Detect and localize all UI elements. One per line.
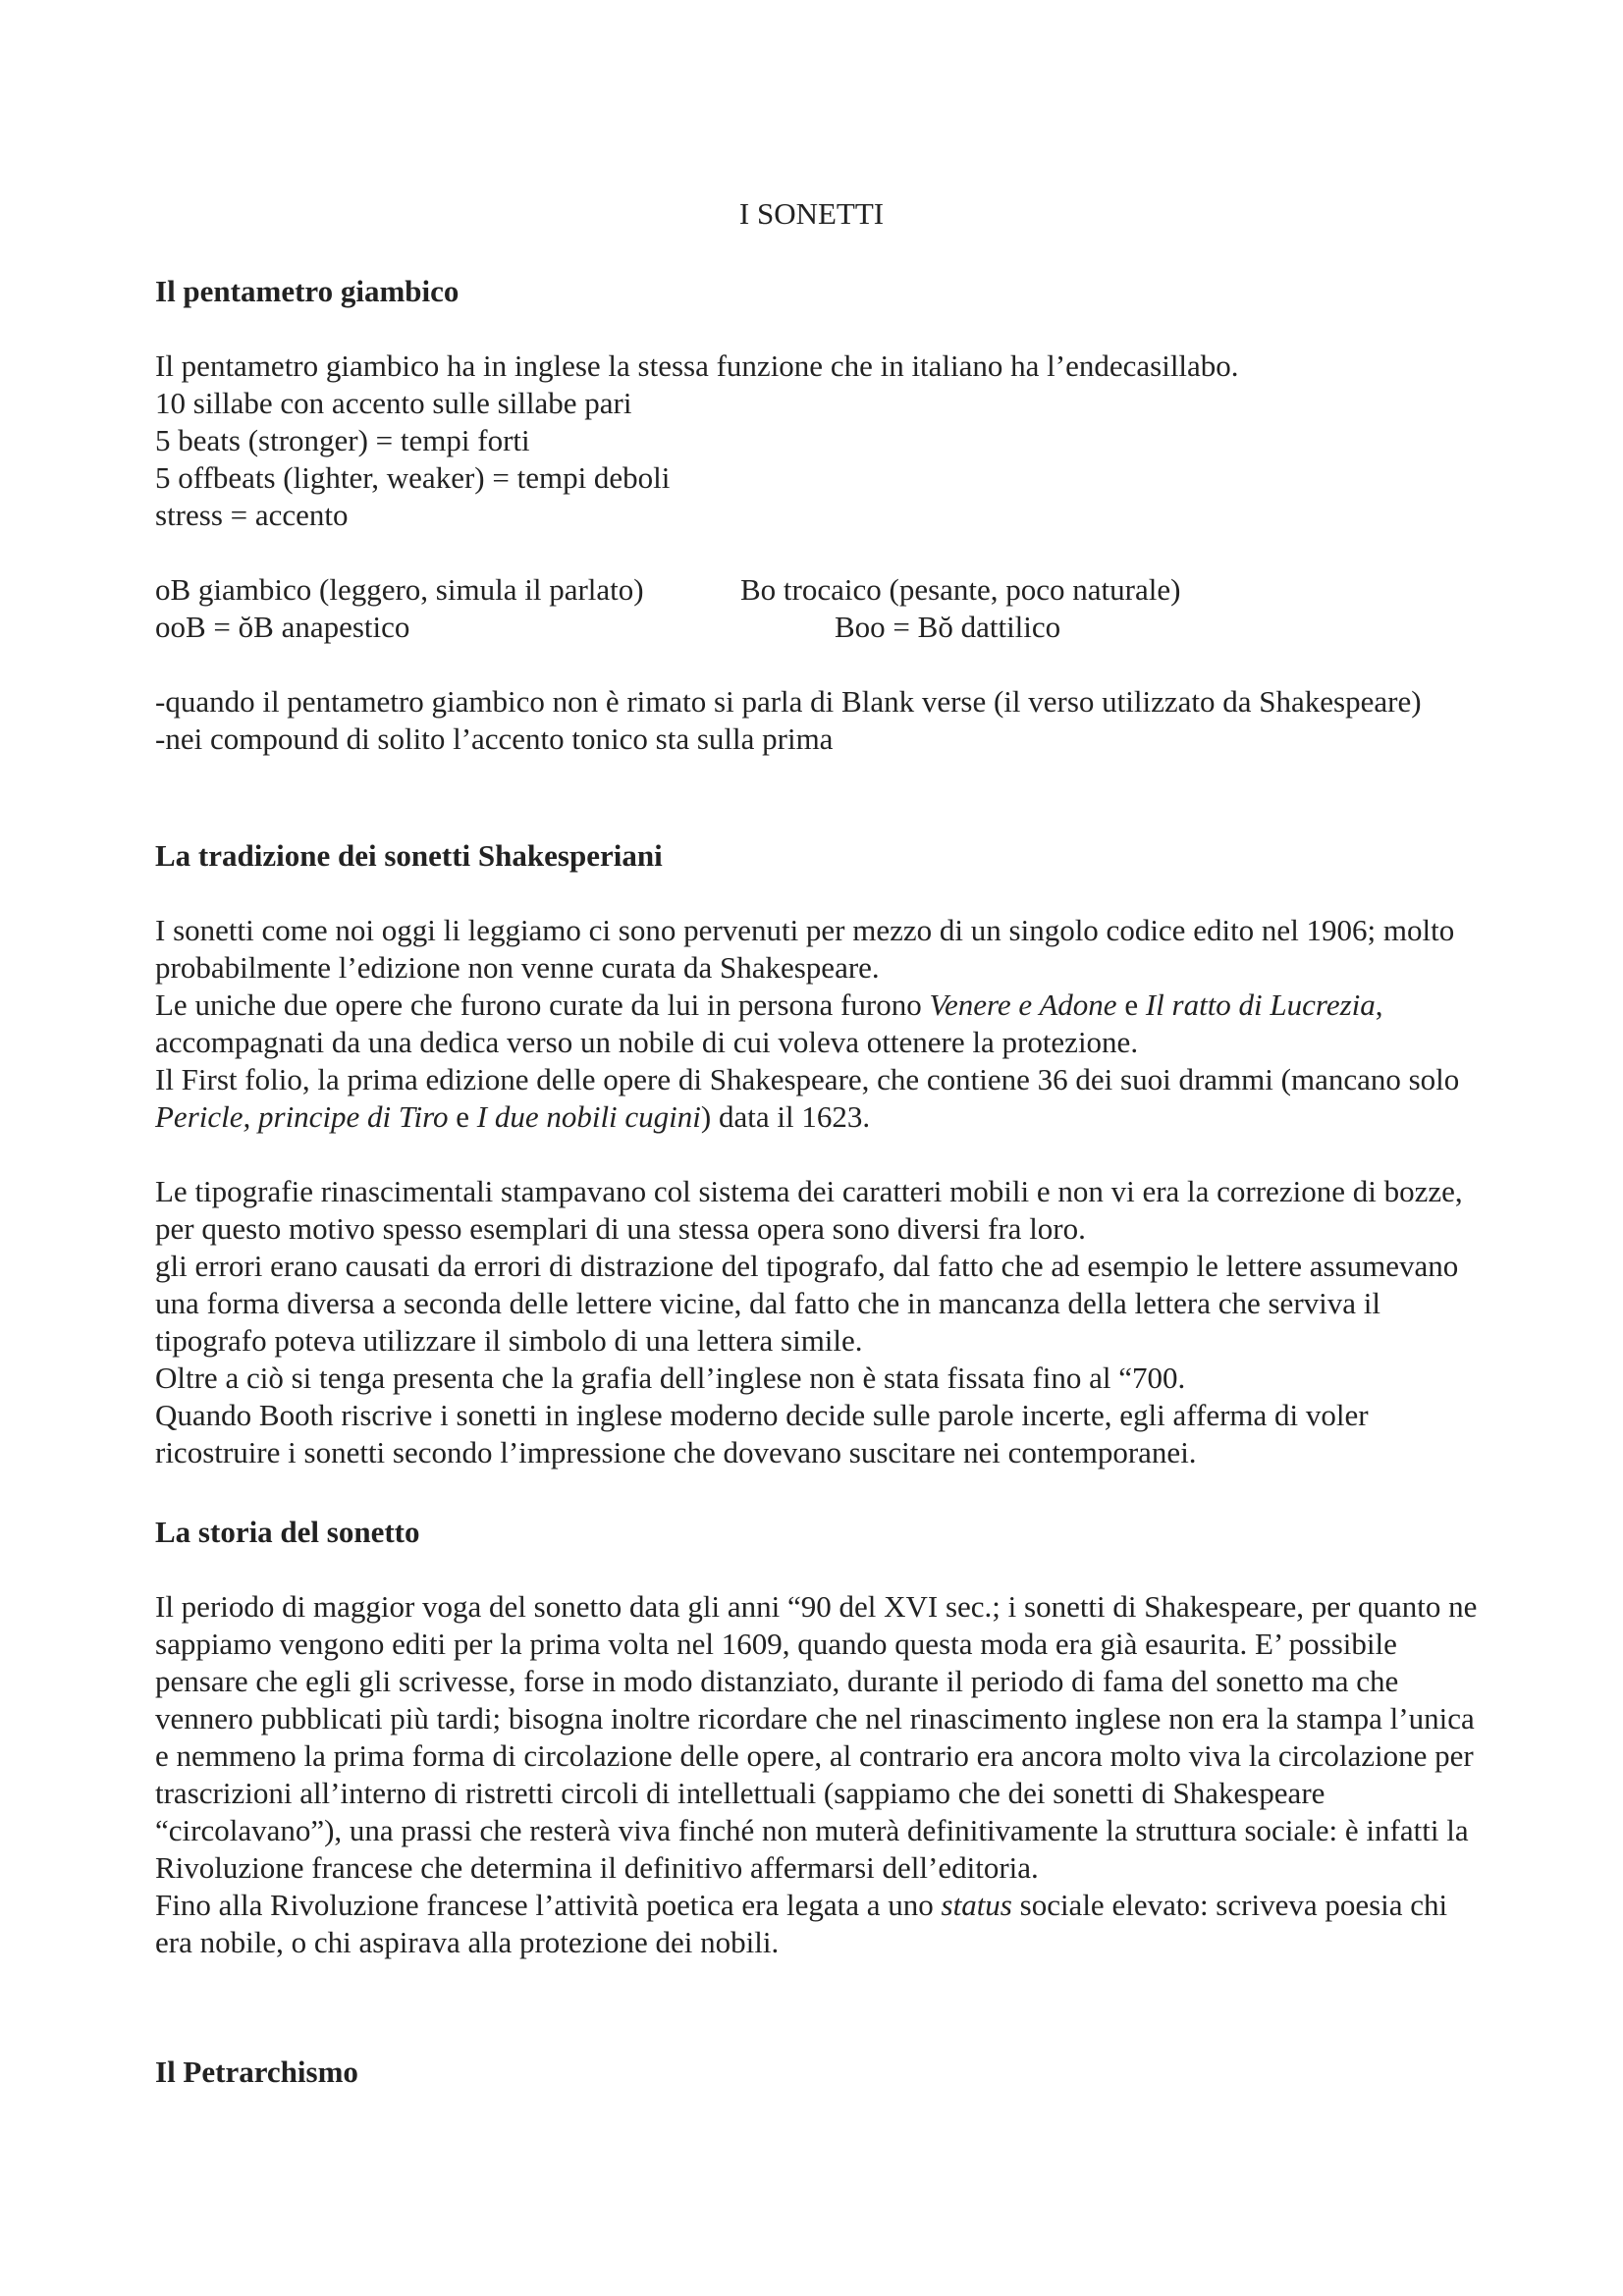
note-paragraph: -nei compound di solito l’accento tonico sta sulla prima: [155, 721, 834, 756]
text-line: stress = accento: [155, 498, 349, 532]
meter-right: Bo trocaico (pesante, poco naturale): [740, 572, 1181, 607]
text-line: 10 sillabe con accento sulle sillabe pari: [155, 386, 632, 420]
paragraph: Il First folio, la prima edizione delle opere di Shakespeare, che contiene 36 dei suoi drammi (mancano solo Pericle, principe di Tiro e I due nobili cugini) data il 1623.: [155, 1062, 1460, 1134]
work-title: I due nobili cugini: [476, 1099, 701, 1134]
text-line: 5 offbeats (lighter, weaker) = tempi deboli: [155, 460, 671, 495]
text-line: 5 beats (stronger) = tempi forti: [155, 423, 530, 457]
section-tradizione: [155, 837, 1490, 1471]
text-line: Il pentametro giambico ha in inglese la stessa funzione che in italiano ha l’endecasillabo.: [155, 348, 1239, 383]
section-heading: Il pentametro giambico: [155, 274, 460, 308]
emphasis: status: [941, 1888, 1012, 1922]
section-heading: La storia del sonetto: [155, 1515, 420, 1549]
meter-right: Boo = Bŏ dattilico: [835, 610, 1061, 644]
section-petrarchismo: [155, 2054, 1490, 2091]
section-heading: Il Petrarchismo: [155, 2055, 358, 2089]
section-pentametro: [155, 273, 1490, 758]
work-title: Pericle, principe di Tiro: [155, 1099, 449, 1134]
section-storia: [155, 1514, 1490, 1961]
paragraph: gli errori erano causati da errori di distrazione del tipografo, dal fatto che ad esempio le lettere assumevano una forma diversa a seconda delle lettere vicine, dal fatto che in mancanza della lettera che serviva il tipografo poteva utilizzare il simbolo di una lettera simile.: [155, 1249, 1459, 1358]
document-title: I SONETTI: [738, 196, 885, 231]
paragraph: I sonetti come noi oggi li leggiamo ci sono pervenuti per mezzo di un singolo codice edito nel 1906; molto probabilmente l’edizione non venne curata da Shakespeare.: [155, 913, 1455, 985]
work-title: Venere e Adone: [929, 988, 1117, 1022]
paragraph: Quando Booth riscrive i sonetti in inglese moderno decide sulle parole incerte, egli afferma di voler ricostruire i sonetti secondo l’impressione che dovevano suscitare nei contemporanei.: [155, 1398, 1369, 1469]
meter-left: ooB = ŏB anapestico: [155, 610, 410, 644]
meter-row: [155, 609, 1490, 646]
paragraph: Il periodo di maggior voga del sonetto data gli anni “90 del XVI sec.; i sonetti di Shakespeare, per quanto ne sappiamo vengono editi per la prima volta nel 1609, quando questa moda era già esaurita. E’ possibile pensare che egli gli scrivesse, forse in modo distanziato, durante il periodo di fama del sonetto ma che vennero pubblicati più tardi; bisogna inoltre ricordare che nel rinascimento inglese non era la stampa l’unica e nemmeno la prima forma di circolazione delle opere, al contrario era ancora molto viva la circolazione per trascrizioni all’interno di ristretti circoli di intellettuali (sappiamo che dei sonetti di Shakespeare “circolavano”), una prassi che resterà viva finché non muterà definitivamente la struttura sociale: è infatti la Rivoluzione francese che determina il definitivo affermarsi dell’editoria.: [155, 1589, 1478, 1885]
note-paragraph: -quando il pentametro giambico non è rimato si parla di Blank verse (il verso utilizzato da Shakespeare): [155, 684, 1422, 719]
paragraph: Le tipografie rinascimentali stampavano col sistema dei caratteri mobili e non vi era la correzione di bozze, per questo motivo spesso esemplari di una stessa opera sono diversi fra loro.: [155, 1174, 1463, 1246]
paragraph: Oltre a ciò si tenga presenta che la grafia dell’inglese non è stata fissata fino al “700.: [155, 1361, 1186, 1395]
section-heading: La tradizione dei sonetti Shakesperiani: [155, 838, 663, 873]
paragraph: Le uniche due opere che furono curate da lui in persona furono Venere e Adone e Il ratto di Lucrezia, accompagnati da una dedica verso un nobile di cui voleva ottenere la protezione.: [155, 988, 1383, 1059]
paragraph: Fino alla Rivoluzione francese l’attività poetica era legata a uno status sociale elevato: scriveva poesia chi era nobile, o chi aspirava alla protezione dei nobili.: [155, 1888, 1448, 1959]
work-title: Il ratto di Lucrezia: [1145, 988, 1376, 1022]
meter-left: oB giambico (leggero, simula il parlato): [155, 572, 644, 607]
meter-row: [155, 571, 1490, 609]
